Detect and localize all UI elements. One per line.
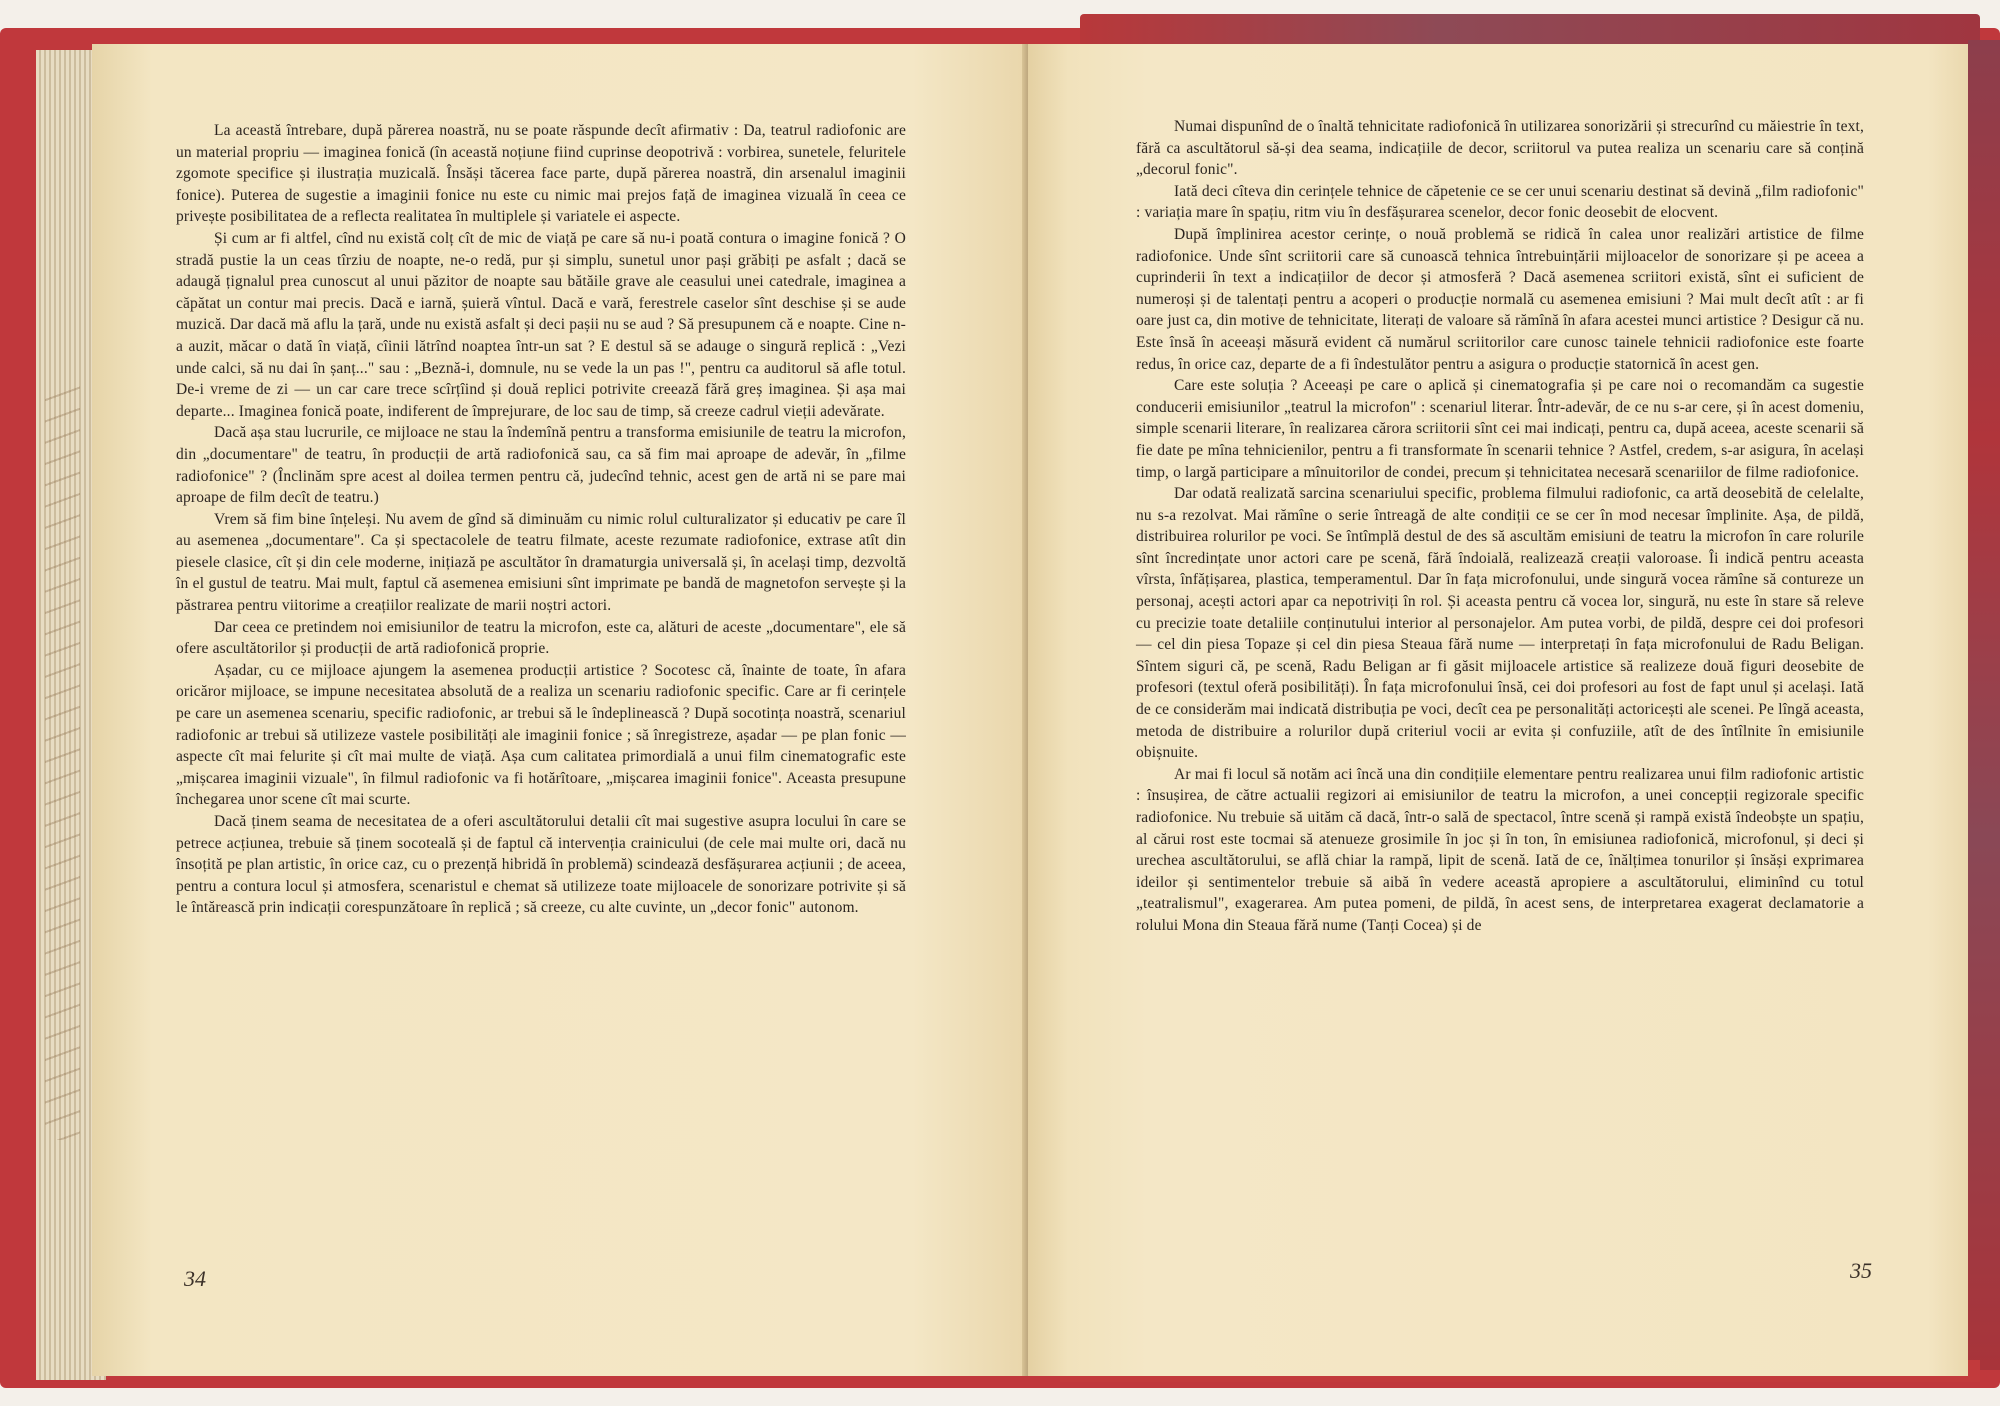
paragraph: După împlinirea acestor cerințe, o nouă problemă se ridică în calea unor realizări artistice de filme radiofonice. Unde sînt scriitorii care să cunoască tehnica întrebuințării mijloacelor de sonorizare și pe aceea a cuprinderii în text a indicațiilor de decor și atmosferă ? Dacă asemenea scriitori există, sînt ei suficient de numeroși și de talentați pentru a acoperi o producție normală cu asemenea emisiuni ? Mai mult decît atît : ar fi oare just ca, din motive de tehnicitate, literați de valoare să rămînă în afara acestei munci artistice ? Desigur că nu. Este însă în aceeași măsură evident că numărul scriitorilor care cunosc tainele tehnicii radiofonice este foarte redus, în orice caz, departe de a fi îndestulător pentru a asigura o producție statornică în acest gen. (1136, 225, 1864, 373)
paragraph: Numai dispunînd de o înaltă tehnicitate radiofonică în utilizarea sonorizării și strecurînd cu măiestrie în text, fără ca ascultătorul să-și dea seama, indicațiile de decor, scriitorul va putea realiza un scenariu care să conțină „decorul fonic". (1136, 118, 1864, 179)
page-number: 34 (184, 1266, 206, 1291)
right-page-text (1136, 116, 1864, 937)
paragraph: Dacă așa stau lucrurile, ce mijloace ne stau la îndemînă pentru a transforma emisiunile de teatru la microfon, din „documentare" de teatru, în producții de artă radiofonică sau, ca să fim mai aproape de adevăr, în „filme radiofonice" ? (Înclinăm spre acest al doilea termen pentru că, judecînd tehnic, acest gen de artă ni se pare mai aproape de film decît de teatru.) (176, 424, 906, 507)
paragraph: Dar odată realizată sarcina scenariului specific, problema filmului radiofonic, ca artă deosebită de celelalte, nu s-a rezolvat. Mai rămîne o serie întreagă de alte condiții ce se cer în mod necesar împlinite. Așa, de pildă, distribuirea rolurilor pe voci. Se întîmplă destul de des să ascultăm emisiuni de teatru la microfon în care rolurile sînt încredințate unor actori care pe scenă, fără îndoială, realizează creații valoroase. Îi indică pentru aceasta vîrsta, înfățișarea, plastica, temperamentul. Dar în fața microfonului, unde singură vocea rămîne să contureze un personaj, acești actori apar ca nepotriviți în rol. Și aceasta pentru că vocea lor, singură, nu este în stare să releve cu precizie toate detaliile conținutului interior al personajelor. Am putea vorbi, de pildă, despre cei doi profesori — cel din piesa Topaze și cel din piesa Steaua fără nume — interpretați în fața microfonului de Radu Beligan. Sîntem siguri că, pe scenă, Radu Beligan ar fi găsit mijloacele artistice să realizeze două figuri deosebite de profesori (textul oferă posibilități). În fața microfonului însă, cei doi profesori au fost de fapt unul și același. Iată de ce considerăm mai indicată distribuția pe voci, decît cea pe personalități actoricești ale scenei. Pe lîngă aceasta, metoda de distribuire a rolurilor după criteriul vocii ar evita și confuziile, atît de des întîlnite în emisiunile obișnuite. (1136, 485, 1864, 762)
paragraph: Vrem să fim bine înțeleși. Nu avem de gînd să diminuăm cu nimic rolul culturalizator și educativ pe care îl au asemenea „documentare". Ca și spectacolele de teatru filmate, aceste rezumate radiofonice, extrase atît din piesele clasice, cît și din cele moderne, inițiază pe ascultător în dramaturgia universală și, în același timp, dezvoltă în el gustul de teatru. Mai mult, faptul că asemenea emisiuni sînt imprimate pe bandă de magnetofon servește și la păstrarea pentru viitorime a creațiilor realizate de marii noștri actori. (176, 510, 906, 615)
paragraph: La această întrebare, după părerea noastră, nu se poate răspunde decît afirmativ : Da, teatrul radiofonic are un material propriu — imaginea fonică (în această noțiune fiind cuprinse deopotrivă : vorbirea, sunetele, feluritele zgomote specifice și ilustrația muzicală. Însăși tăcerea face parte, după părerea noastră, din arsenalul imaginii fonice). Puterea de sugestie a imaginii fonice nu este cu nimic mai prejos față de imaginea vizuală în ceea ce privește posibilitatea de a reflecta realitatea în multiplele și variatele ei aspecte. (176, 122, 906, 226)
paragraph: Iată deci cîteva din cerințele tehnice de căpetenie ce se cer unui scenariu destinat să devină „film radiofonic" : variația mare în spațiu, ritm viu în desfășurarea scenelor, decor fonic deosebit de elocvent. (1136, 182, 1864, 222)
left-page (92, 44, 1028, 1376)
left-page-text (176, 120, 906, 919)
right-page (1028, 44, 1968, 1376)
cover-edge-top (1080, 14, 1980, 46)
paragraph: Așadar, cu ce mijloace ajungem la asemenea producții artistice ? Socotesc că, înainte de toate, în afara oricăror mijloace, se impune necesitatea absolută de a realiza un scenariu radiofonic specific. Care ar fi cerințele pe care un asemenea scenariu, specific radiofonic, ar trebui să le îndeplinească ? După socotința noastră, scenariul radiofonic ar trebui să utilizeze vastele posibilități ale imaginii fonice ; să înregistreze, așadar — pe plan fonic — aspecte cît mai felurite și cît mai multe de viață. Așa cum calitatea primordială a unui film cinematografic este „mișcarea imaginii vizuale", în filmul radiofonic va fi hotărîtoare, „mișcarea imaginii fonice". Aceasta presupune închegarea unor scene cît mai scurte. (176, 661, 906, 809)
endpaper-ornament (45, 380, 80, 1140)
paragraph: Care este soluția ? Aceeași pe care o aplică și cinematografia și pe care noi o recomandăm ca sugestie conducerii emisiunilor „teatrul la microfon" : scenariul literar. Într-adevăr, de ce nu s-ar cere, și în acest domeniu, simple scenarii literare, în realizarea cărora scriitorii sînt cei mai indicați, pentru ca, după aceea, aceste scenarii să fie date pe mîna tehnicienilor, pentru a fi transformate în scenarii tehnice ? Astfel, credem, s-ar asigura, în același timp, o largă participare a mînuitorilor de condei, precum și tehnicitatea necesară scenariilor de filme radiofonice. (1136, 377, 1864, 481)
paragraph: Dar ceea ce pretindem noi emisiunilor de teatru la microfon, este ca, alături de aceste „documentare", ele să ofere ascultătorilor și producții de artă radiofonică proprie. (176, 618, 906, 658)
cover-edge-right (1968, 40, 2000, 1370)
paragraph: Dacă ținem seama de necesitatea de a oferi ascultătorului detalii cît mai sugestive asupra locului în care se petrece acțiunea, trebuie să ținem socoteală și de faptul că intervenția crainicului (de cele mai multe ori, dacă nu însoțită pe plan artistic, în orice caz, cu o prezență hibridă în problemă) scindează desfășurarea acțiunii ; de aceea, pentru a contura locul și atmosfera, scenaristul e chemat să utilizeze toate mijloacele de sonorizare potrivite și să le întărească prin indicații corespunzătoare în replică ; să creeze, cu alte cuvinte, un „decor fonic" autonom. (176, 813, 906, 917)
paragraph: Și cum ar fi altfel, cînd nu există colț cît de mic de viață pe care să nu-i poată contura o imagine fonică ? O stradă pustie la un ceas tîrziu de noapte, ne-o redă, pur și simplu, sunetul unor pași grăbiți pe asfalt ; dacă se adaugă țignalul prea cunoscut al unui păzitor de noapte sau bătăile grave ale ceasului unei catedrale, imaginea a căpătat un contur mai precis. Dacă e iarnă, șuieră vîntul. Dacă e vară, ferestrele caselor sînt deschise și se aude muzică. Dar dacă mă aflu la țară, unde nu există asfalt și deci pașii nu se aud ? Să presupunem că e noapte. Cine n-a auzit, măcar o dată în viață, cîinii lătrînd noaptea într-un sat ? E destul să se adauge o singură replică : „Vezi unde calci, să nu dai în șanț..." sau : „Beznă-i, domnule, nu se vede la un pas !", pentru ca auditorul să afle totul. De-i vreme de zi — un car care trece scîrțîind și două replici potrivite creează fără greș imaginea. Și așa mai departe... Imaginea fonică poate, indiferent de împrejurare, de loc sau de timp, să creeze cadrul vieții adevărate. (176, 229, 906, 420)
page-number: 35 (1850, 1258, 1872, 1283)
paragraph: Ar mai fi locul să notăm aci încă una din condițiile elementare pentru realizarea unui film radiofonic artistic : însușirea, de către actualii regizori ai emisiunilor de teatru la microfon, a unei concepții regizorale specific radiofonice. Nu trebuie să uităm că dacă, într-o sală de spectacol, între scenă și rampă există îndeobște un spațiu, al cărui rost este tocmai să atenueze grosimile în joc și în ton, în emisiunea radiofonică, microfonul, și deci și urechea ascultătorului, se află chiar la rampă, lipit de scenă. Iată de ce, înălțimea tonurilor și însăși exprimarea ideilor și sentimentelor trebuie să aibă în vedere această apropiere a ascultătorului, eliminînd cu totul „teatralismul", exagerarea. Am putea pomeni, de pildă, în acest sens, de interpretarea exagerat declamatorie a rolului Mona din Steaua fără nume (Tanți Cocea) și de (1136, 765, 1864, 934)
